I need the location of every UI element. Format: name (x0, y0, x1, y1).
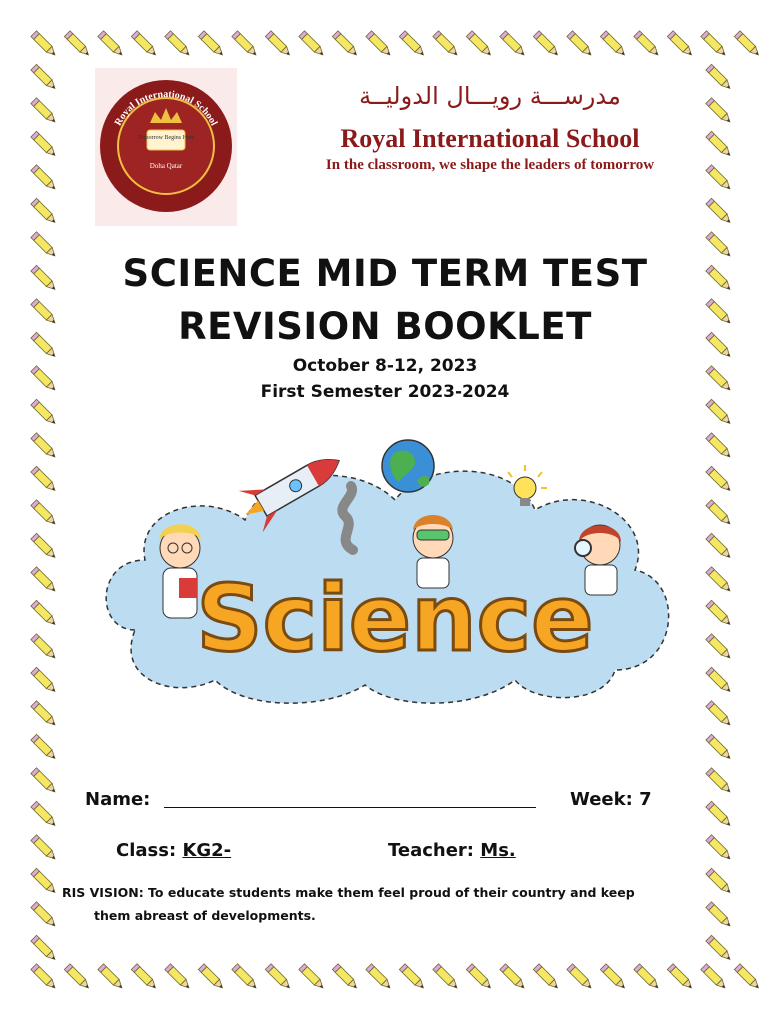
science-illustration (95, 430, 675, 710)
pencil-icon (31, 567, 58, 594)
pencil-icon (600, 31, 627, 58)
pencil-icon (31, 868, 58, 895)
pencil-icon (433, 31, 460, 58)
pencil-icon (332, 31, 359, 58)
pencil-icon (634, 31, 661, 58)
pencil-icon (31, 835, 58, 862)
pencil-icon (701, 31, 728, 58)
pencil-icon (706, 801, 733, 828)
name-field[interactable] (164, 807, 536, 808)
pencil-icon (31, 902, 58, 929)
pencil-icon (165, 964, 192, 991)
pencil-icon (706, 433, 733, 460)
pencil-icon (706, 935, 733, 962)
pencil-icon (706, 634, 733, 661)
pencil-icon (31, 533, 58, 560)
pencil-icon (706, 768, 733, 795)
page-title-line2: REVISION BOOKLET (178, 305, 592, 348)
pencil-icon (98, 964, 125, 991)
pencil-icon (533, 31, 560, 58)
pencil-icon (567, 31, 594, 58)
svg-text:Doha Qatar: Doha Qatar (149, 162, 183, 170)
pencil-icon (31, 667, 58, 694)
pencil-icon (31, 500, 58, 527)
pencil-icon (198, 31, 225, 58)
pencil-icon (98, 31, 125, 58)
pencil-icon (433, 964, 460, 991)
pencil-icon (31, 98, 58, 125)
pencil-icon (31, 935, 58, 962)
pencil-icon (706, 165, 733, 192)
pencil-icon (706, 399, 733, 426)
pencil-icon (31, 701, 58, 728)
pencil-icon (31, 265, 58, 292)
pencil-icon (500, 31, 527, 58)
pencil-icon (31, 198, 58, 225)
svg-text:Tomorrow Begins Here: Tomorrow Begins Here (137, 135, 195, 141)
pencil-icon (265, 31, 292, 58)
school-vision: RIS VISION: To educate students make them feel proud of their country and keep them abreast of developments. (62, 885, 635, 923)
pencil-icon (64, 964, 91, 991)
pencil-icon (706, 500, 733, 527)
pencil-icon (31, 165, 58, 192)
pencil-icon (366, 31, 393, 58)
pencil-icon (399, 31, 426, 58)
class-field: Class: KG2- (116, 840, 232, 861)
name-label: Name: (85, 789, 151, 810)
pencil-icon (265, 964, 292, 991)
pencil-icon (232, 964, 259, 991)
pencil-icon (706, 567, 733, 594)
pencil-icon (734, 964, 761, 991)
school-name-arabic: مدرســـة رويـــال الدوليــة (359, 82, 621, 110)
pencil-icon (706, 64, 733, 91)
pencil-icon (31, 433, 58, 460)
semester: First Semester 2023-2024 (260, 382, 510, 402)
pencil-icon (399, 964, 426, 991)
pencil-icon (31, 64, 58, 91)
pencil-icon (31, 600, 58, 627)
pencil-icon (706, 466, 733, 493)
pencil-icon (706, 701, 733, 728)
pencil-icon (31, 31, 58, 58)
pencil-icon (706, 868, 733, 895)
pencil-icon (667, 964, 694, 991)
pencil-icon (366, 964, 393, 991)
pencil-icon (232, 31, 259, 58)
pencil-icon (31, 634, 58, 661)
pencil-icon (533, 964, 560, 991)
pencil-icon (600, 964, 627, 991)
science-word: Science (196, 565, 594, 672)
class-value: KG2- (182, 840, 232, 861)
pencil-icon (131, 964, 158, 991)
test-dates: October 8-12, 2023 (292, 356, 478, 376)
week-field: Week: 7 (570, 789, 652, 810)
school-motto: In the classroom, we shape the leaders of tomorrow (325, 157, 655, 173)
pencil-icon (31, 466, 58, 493)
pencil-icon (734, 31, 761, 58)
pencil-icon (31, 332, 58, 359)
pencil-icon (31, 131, 58, 158)
pencil-icon (706, 667, 733, 694)
pencil-icon (667, 31, 694, 58)
school-name: Royal International School (340, 124, 640, 153)
pencil-icon (31, 299, 58, 326)
week-value: 7 (639, 789, 652, 810)
pencil-icon (299, 964, 326, 991)
pencil-icon (198, 964, 225, 991)
pencil-icon (31, 366, 58, 393)
pencil-icon (706, 902, 733, 929)
pencil-icon (706, 131, 733, 158)
pencil-icon (165, 31, 192, 58)
pencil-icon (131, 31, 158, 58)
svg-text:Royal International School: Royal International School (112, 88, 220, 128)
pencil-icon (64, 31, 91, 58)
page-title-line1: SCIENCE MID TERM TEST (122, 252, 648, 295)
pencil-icon (701, 964, 728, 991)
pencil-icon (31, 734, 58, 761)
teacher-value: Ms. (480, 840, 516, 861)
pencil-icon (567, 964, 594, 991)
pencil-icon (706, 533, 733, 560)
pencil-icon (500, 964, 527, 991)
pencil-icon (466, 31, 493, 58)
pencil-icon (299, 31, 326, 58)
pencil-icon (31, 399, 58, 426)
pencil-icon (706, 98, 733, 125)
pencil-icon (706, 198, 733, 225)
pencil-icon (634, 964, 661, 991)
pencil-icon (31, 801, 58, 828)
pencil-icon (31, 768, 58, 795)
school-logo (95, 68, 237, 226)
vision-label: RIS VISION (62, 885, 139, 900)
pencil-icon (706, 835, 733, 862)
child-scientist-girl-left (159, 524, 201, 618)
globe-icon (382, 440, 434, 492)
pencil-icon (31, 964, 58, 991)
pencil-icon (332, 964, 359, 991)
pencil-icon (466, 964, 493, 991)
pencil-icon (706, 734, 733, 761)
teacher-field: Teacher: Ms. (388, 840, 516, 861)
pencil-icon (706, 600, 733, 627)
pencil-icon (31, 232, 58, 259)
